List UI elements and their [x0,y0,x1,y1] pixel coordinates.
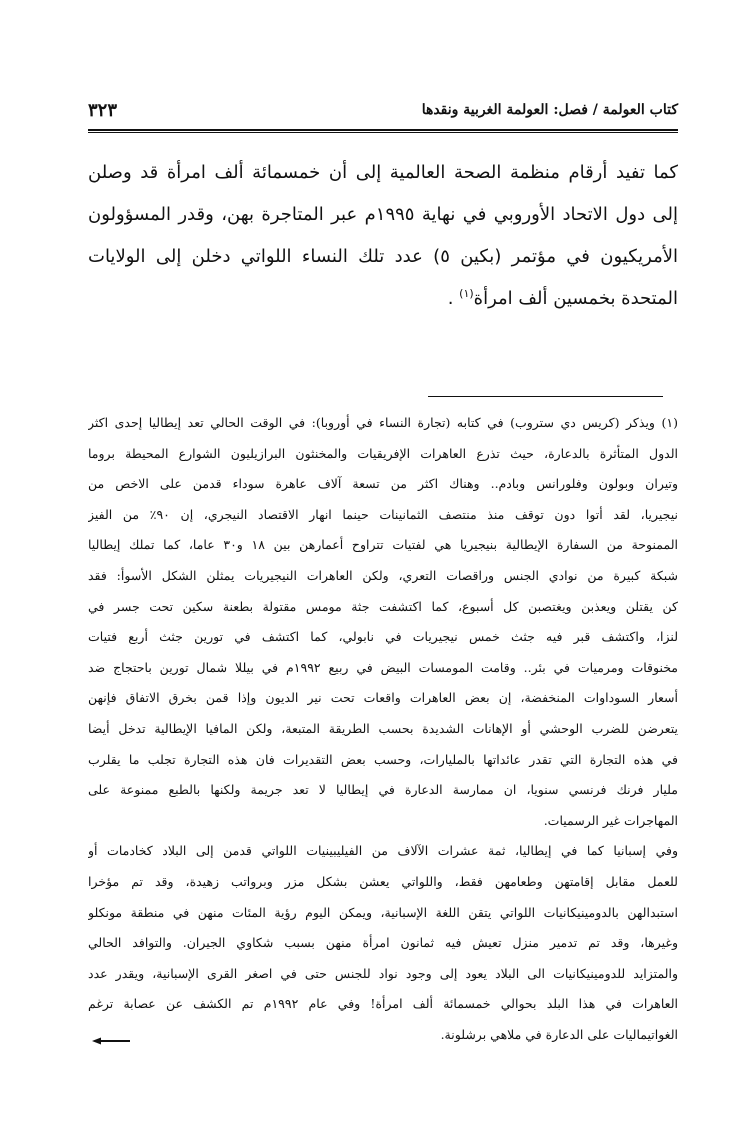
footnote-line: الدول المتأثرة بالدعارة، حيث تذرع العاهرات الإفريقيات والمخنثون البرازيليون الشوارع المحيطة بروما [88,445,678,461]
footnote-line: مخنوقات ومرميات في بئر.. وقامت المومسات البيض في ربيع ١٩٩٢م في بيللا شمال تورين باحتجاج ضد [88,659,678,675]
footnote-line: لنزا، واكتشف قبر فيه جثث خمس نيجيريات في نابولي، كما اكتشف في تورين جثث أربع فتيات [88,629,678,645]
arrow-left-icon [92,1036,132,1046]
running-header [88,96,678,124]
footnote-divider [428,396,663,397]
footnote-line: الممنوحة من السفارة الإيطالية بنيجيريا هي لفتيات تتراوح أعمارهن بين ١٨ و٣٠ عاما، كما تملك إيطاليا [88,537,678,553]
body-line-last [88,278,678,320]
body-line-text: المتحدة بخمسين ألف امرأة [473,288,678,309]
header-divider [88,129,678,133]
footnote-line: وتيران وبولون وفلورانس وبادم.. وهناك اكثر من تسعة آلاف عاهرة سوداء قدمن على الاخص من [88,476,678,492]
footnote-line: المهاجرات غير الرسميات. [543,812,678,828]
footnote-line: مليار فرنك فرنسي سنويا، ان ممارسة الدعارة في إيطاليا لا تعد جريمة ولكنها بالطبع ممنوعة على [88,782,678,798]
footnote-line: العاهرات في هذا البلد بحوالي خمسمائة ألف امرأة! وفي عام ١٩٩٢م تم الكشف عن عصابة ترغم [88,996,678,1012]
running-title: كتاب العولمة / فصل: العولمة الغربية ونقدها [421,102,678,118]
footnote-line: الغواتيماليات على الدعارة في ملاهي برشلونة. [440,1026,678,1042]
body-line: كما تفيد أرقام منظمة الصحة العالمية إلى أن خمسمائة ألف امرأة قد وصلن [88,162,678,183]
footnote-line: يتعرضن للضرب الوحشي أو الإهانات الشديدة بحسب الطريقة المتبعة، ولكن المافيا الإيطالية تدخل أيضا [88,720,678,736]
body-paragraph [88,152,678,320]
footnote-line: في هذه التجارة التي تقدر عائداتها بالمليارات، وحسب بعض التقديرات فان هذه التجارة تجلب ما يقلرب [88,751,678,767]
footnote-reference[interactable]: (١) [459,287,474,300]
footnote-line: شبكة كبيرة من نوادي الجنس وراقصات التعري، ولكن العاهرات النيجيريات يمثلن الشكل الأسوأ: فقد [88,567,678,583]
footnote-line: كن يقتلن ويعذبن ويغتصبن كل أسبوع، كما اكتشفت جثة مومس مقتولة بطعنة سكين تحت جسر في [88,598,678,614]
body-line: إلى دول الاتحاد الأوروبي في نهاية ١٩٩٥م عبر المتاجرة بهن، وقدر المسؤولون [88,204,678,225]
footnote-line: أسعار السوداوات المنخفضة، إن بعض العاهرات واقعات تحت نير الديون وإذا قمن بخرق الاتفاق فإنهن [88,690,678,706]
footnote-line: والمتزايد للدومينيكانيات الى البلاد يعود إلى وجود نواد للجنس حتى في اصغر القرى الإسبانية، ويقدر عدد [88,965,678,981]
body-line: الأمريكيون في مؤتمر (بكين ٥) عدد تلك النساء اللواتي دخلن إلى الولايات [88,246,678,267]
footnote-line: للعمل مقابل إقامتهن وطعامهن فقط، واللواتي يعشن بشكل مزر وبرواتب زهيدة، وقد تم مؤخرا [88,873,678,889]
footnote-line: استبدالهن بالدومينيكانيات اللواتي يتقن اللغة الإسبانية، ويمكن اليوم رؤية المئات منهن في منطقة مونكلو [88,904,678,920]
footnote-block [88,408,678,1050]
footnote-line: نيجيريا، لقد أتوا دون توقف منذ منتصف الثمانينات حينما انهار الاقتصاد النيجري، إن ٩٠٪ من الفيز [88,506,678,522]
footnote-line: (١) ويذكر (كريس دي ستروب) في كتابه (تجارة النساء في أوروبا): في الوقت الحالي تعد إيطاليا إحدى اكثر [88,415,678,430]
footnote-line: وغيرها، وقد تم تدمير منزل تعيش فيه ثمانون امرأة منهن بسبب شكاوي الجيران. والتوافد الحالي [88,935,678,951]
page-number: ٣٢٣ [88,99,118,121]
end-punctuation: . [447,288,460,309]
footnote-line: وفي إسبانيا كما في إيطاليا، ثمة عشرات الآلاف من الفيليبينيات اللواتي قدمن إلى البلاد كخادمات أو [88,843,678,859]
